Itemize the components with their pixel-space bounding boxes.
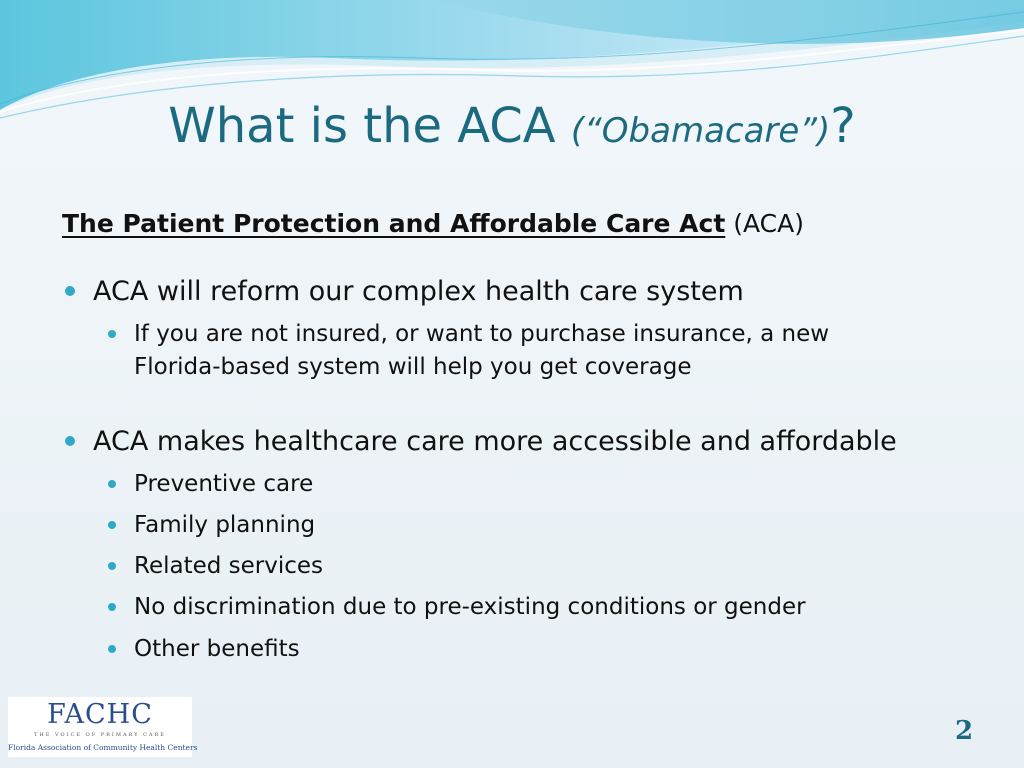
bullet-dot-icon [108, 480, 116, 488]
section-heading: ACA will reform our complex health care system [93, 275, 744, 309]
list-item: Family planning [134, 509, 315, 542]
fachc-logo [8, 697, 198, 757]
list-item-continuation: Florida-based system will help you get coverage [134, 354, 692, 380]
page-number: 2 [954, 716, 974, 746]
title-end: ? [830, 98, 856, 154]
bullet-dot-icon [108, 645, 116, 653]
title-italic: (“Obamacare”) [570, 111, 831, 151]
bullet-dot-icon [65, 436, 75, 446]
logo-tagline: THE VOICE OF PRIMARY CARE [34, 732, 166, 738]
bullet-dot-icon [108, 562, 116, 570]
list-item: No discrimination due to pre-existing conditions or gender [134, 591, 806, 624]
list-item: Preventive care [134, 468, 313, 501]
list-item: Related services [134, 550, 323, 583]
bullet-dot-icon [108, 603, 116, 611]
title-main: What is the ACA [168, 98, 571, 154]
subtitle-abbreviation: (ACA) [725, 209, 804, 238]
bullet-dot-icon [65, 286, 75, 296]
logo-full-name: Florida Association of Community Health Centers [8, 743, 198, 752]
bullet-dot-icon [108, 521, 116, 529]
bullet-dot-icon [108, 330, 116, 338]
subtitle-act-name: The Patient Protection and Affordable Care Act [62, 209, 726, 238]
logo-name: FACHC [47, 699, 153, 730]
section-heading: ACA makes healthcare care more accessible and affordable [93, 425, 897, 459]
list-item: Other benefits [134, 633, 300, 666]
list-item: If you are not insured, or want to purchase insurance, a new [134, 318, 829, 351]
